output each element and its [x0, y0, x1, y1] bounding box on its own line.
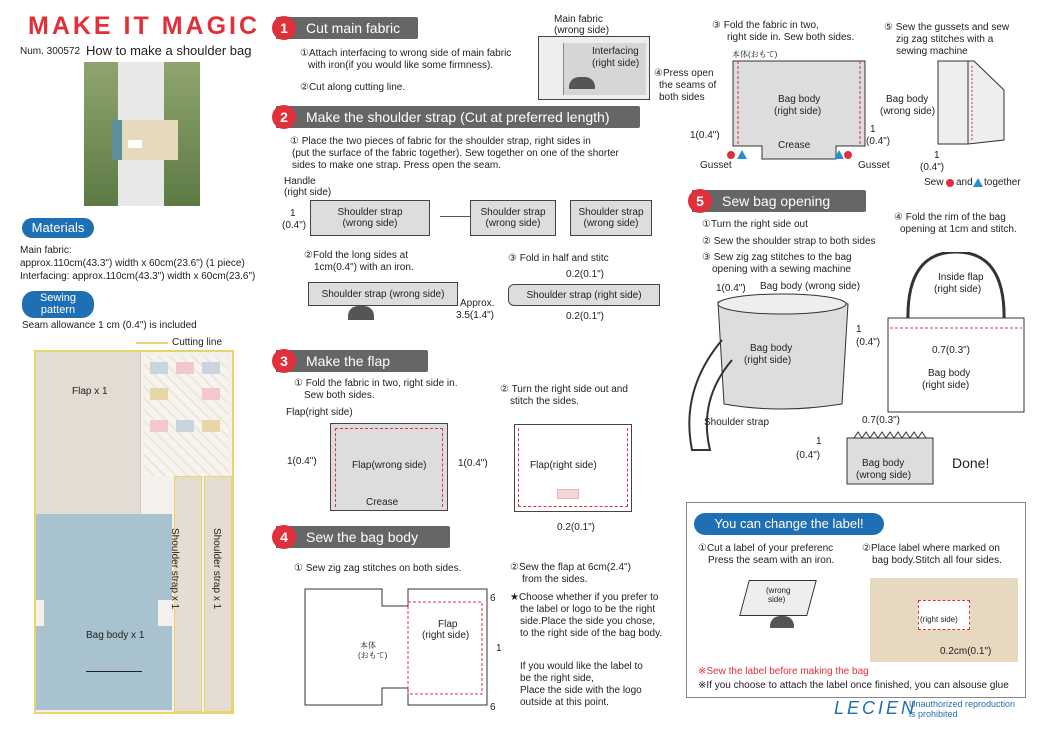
step2-strap-side: (wrong side) [342, 218, 398, 229]
step1-main-fabric-side: (wrong side) [554, 25, 610, 36]
step3-crease: Crease [366, 497, 399, 508]
step2-finished-strap [508, 284, 660, 306]
step4-number: 4 [272, 525, 296, 549]
body-press3: both sides [659, 92, 705, 103]
legend-together: together [984, 177, 1021, 188]
step2-number: 2 [272, 105, 296, 129]
step4-flap-side: (right side) [422, 630, 470, 641]
step2-a3: sides to make one strap. Press open the seam. [292, 160, 501, 171]
step4-six-top: 6 [490, 593, 496, 604]
step5-zig-in: (0.4") [796, 450, 821, 461]
step3-b2: stitch the sides. [510, 396, 579, 407]
step5-bag-diagram [680, 280, 860, 460]
step1-instruction-a: ①Attach interfacing to wrong side of main fabric [300, 48, 512, 59]
step4-star3: side.Place the side you chose, [520, 616, 656, 627]
step5-one: 1 [856, 324, 862, 335]
label-wrong: (wrong [766, 586, 791, 595]
step5-heading [692, 190, 866, 212]
step5-c1: ③ Sew zig zag stitches to the bag [702, 252, 852, 263]
sewing-pattern-line-1: Sewing [39, 292, 77, 304]
legend-sew: Sew [924, 177, 944, 188]
step2-approx-value: 3.5(1.4") [456, 310, 495, 321]
step5-b: ② Sew the shoulder strap to both sides [702, 236, 876, 247]
body-c5a: ⑤ Sew the gussets and sew [884, 22, 1010, 33]
step5-bag-outline [680, 280, 860, 460]
step4-flap: Flap [438, 619, 458, 630]
step4-body-outline [304, 588, 488, 706]
red-dot-icon-right [844, 151, 852, 159]
step4-b2: from the sides. [522, 574, 588, 585]
step2-one: 1 [290, 208, 296, 219]
footer-notice-1: Unauthorized reproduction [909, 699, 1016, 709]
body-c3b: right side in. Sew both sides. [727, 32, 855, 43]
step5-body2-rs: (right side) [922, 380, 970, 391]
step4-one: 1 [496, 643, 502, 654]
brand-title: MAKE IT MAGIC [28, 12, 261, 40]
step3-flap-right: Flap(right side) [530, 460, 597, 471]
step4-a: ① Sew zig zag stitches on both sides. [294, 563, 462, 574]
step3-a1: ① Fold the fabric in two, right side in. [294, 378, 458, 389]
step2-c-bottom: 0.2(0.1") [566, 311, 605, 322]
cutting-line-swatch [136, 342, 168, 344]
step3-flap-ws: Flap(wrong side) [352, 460, 427, 471]
label-note-red: ※Sew the label before making the bag [698, 666, 869, 677]
step4-heading [276, 526, 450, 548]
materials-line-2: approx.110cm(43.3") width x 60cm(23.6") (1 piece) [20, 258, 245, 269]
step5-title: Sew bag opening [722, 193, 831, 209]
step2-strap-joined-left [470, 200, 556, 236]
step4-six-bottom: 6 [490, 702, 496, 713]
blue-triangle-icon-right [834, 150, 844, 159]
step5-inside: Inside flap [938, 272, 984, 283]
gusset-outline [930, 60, 1006, 146]
body-gusset-left: Gusset [700, 160, 732, 171]
step2-joined-label-a: Shoulder strap [480, 207, 546, 218]
step3-title: Make the flap [306, 353, 391, 369]
step5-c2: opening with a sewing machine [712, 264, 851, 275]
step3-bottom: 0.2(0.1") [557, 522, 596, 533]
step3-b1: ② Turn the right side out and [500, 384, 628, 395]
body-c3a: ③ Fold the fabric in two, [712, 20, 819, 31]
body-left: 1(0.4") [690, 130, 720, 141]
body-crease: Crease [778, 140, 811, 151]
step2-handle-side: (right side) [284, 187, 332, 198]
step2-joined-side-b: (wrong side) [583, 218, 639, 229]
step4-star2: the label or logo to be the right [520, 604, 656, 615]
step4-star1: ★Choose whether if you prefer to [510, 592, 659, 603]
step5-done: Done! [952, 455, 990, 471]
label-a2: Press the seam with an iron. [708, 555, 835, 566]
pattern-strap-a-label: Shoulder strap x 1 [169, 528, 180, 610]
body-bag-ws: (wrong side) [880, 106, 936, 117]
legend-red-dot-icon [946, 179, 954, 187]
step3-flap-rs: Flap(right side) [286, 407, 353, 418]
step5-strap: Shoulder strap [704, 417, 770, 428]
page-title: How to make a shoulder bag [86, 43, 252, 58]
step5-one-in: (0.4") [856, 337, 881, 348]
step5-zig-one: 1 [816, 436, 822, 447]
step3-heading [276, 350, 428, 372]
step4-jp: 本体 [360, 641, 376, 650]
body-jp: 本体(おもて) [732, 50, 778, 59]
body-bag-body: Bag body [778, 94, 821, 105]
lecien-logo: LECIEN [834, 698, 918, 718]
label-b2: bag body.Stitch all four sides. [872, 555, 1002, 566]
pattern-strap-b-label: Shoulder strap x 1 [211, 528, 222, 610]
step2-handle: Handle [284, 176, 316, 187]
body-press2: the seams of [659, 80, 717, 91]
step2-strap-piece [310, 200, 430, 236]
legend-blue-triangle-icon [973, 178, 983, 187]
step2-finished-strap-label: Shoulder strap (right side) [526, 289, 642, 301]
materials-line-3: Interfacing: approx.110cm(43.3") width x 60cm(23.6") [20, 271, 256, 282]
step4-title: Sew the bag body [306, 529, 419, 545]
step1-interfacing-side: (right side) [592, 58, 640, 69]
legend-and: and [956, 177, 973, 188]
cutting-line-label: Cutting line [172, 337, 223, 348]
step4-star4: to the right side of the bag body. [520, 628, 663, 639]
step1-instruction-a2: with iron(if you would like some firmness). [308, 60, 494, 71]
label-side: side) [768, 595, 786, 604]
step5-a: ①Turn the right side out [702, 219, 808, 230]
step1-number: 1 [272, 16, 296, 40]
body-one: 1 [934, 150, 940, 161]
iron-icon [348, 306, 374, 320]
step5-zig-ws: (wrong side) [856, 470, 912, 481]
step1-instruction-b: ②Cut along cutting line. [300, 82, 406, 93]
product-number: Num. 300572 [20, 46, 81, 57]
blue-triangle-icon [737, 150, 747, 159]
body-one-in: (0.4") [920, 162, 945, 173]
materials-line-1: Main fabric: [20, 245, 72, 256]
step2-title: Make the shoulder strap (Cut at preferred length) [306, 109, 610, 125]
step2-strap-joined-right [570, 200, 652, 236]
grain-arrow [86, 671, 142, 672]
step5-zig-body: Bag body [862, 458, 905, 469]
step2-a1: ① Place the two pieces of fabric for the shoulder strap, right sides in [290, 136, 591, 147]
step2-c-top: 0.2(0.1") [566, 269, 605, 280]
red-dot-icon [727, 151, 735, 159]
step5-zig-top: 0.7(0.3") [862, 415, 901, 426]
step4-if4: outside at this point. [520, 697, 609, 708]
step4-if3: Place the side with the logo [520, 685, 642, 696]
body-bag-side: (right side) [774, 106, 822, 117]
sewing-pattern-heading [22, 291, 94, 318]
label-right-side: (right side) [920, 615, 958, 624]
product-photo [84, 62, 200, 206]
step5-d1: ④ Fold the rim of the bag [894, 212, 1006, 223]
step2-b1: ②Fold the long sides at [304, 250, 409, 261]
step5-bag-ws: Bag body (wrong side) [760, 281, 861, 292]
step2-one-in: (0.4") [282, 220, 307, 231]
step2-folded-strap [308, 282, 458, 306]
step2-joined-label-b: Shoulder strap [578, 207, 644, 218]
body-right-1: 1 [870, 124, 876, 135]
seam-allowance: Seam allowance 1 cm (0.4") is included [22, 320, 197, 331]
step1-heading [276, 17, 418, 39]
step2-c: ③ Fold in half and stitc [508, 253, 609, 264]
step4-body-diagram [304, 588, 488, 706]
body-c5b: zig zag stitches with a [896, 34, 994, 45]
body-bag-body-2: Bag body [886, 94, 929, 105]
step5-number: 5 [688, 189, 712, 213]
pattern-sheet [34, 350, 234, 714]
step2-approx: Approx. [460, 298, 495, 309]
step2-joined-side-a: (wrong side) [485, 218, 541, 229]
label-box-title: You can change the label! [694, 513, 884, 535]
step2-heading [276, 106, 640, 128]
body-press1: ④Press open [654, 68, 714, 79]
step1-title: Cut main fabric [306, 20, 401, 36]
body-right-2: (0.4") [866, 136, 891, 147]
label-note: ※If you choose to attach the label once finished, you can alsouse glue [698, 680, 1009, 691]
step4-jp2: (おもて) [358, 651, 388, 660]
step5-top-left: 1(0.4") [716, 283, 746, 294]
step2-folded-strap-label: Shoulder strap (wrong side) [321, 288, 445, 300]
step5-body2: Bag body [928, 368, 971, 379]
step3-left: 1(0.4") [287, 456, 317, 467]
step2-a2: (put the surface of the fabric together). Sew together on one of the shorter [292, 148, 619, 159]
sewing-pattern-line-2: pattern [40, 304, 76, 316]
step5-d2: opening at 1cm and stitch. [900, 224, 1017, 235]
step4-if2: be the right side, [520, 673, 594, 684]
body-c5c: sewing machine [896, 46, 968, 57]
footer-notice-2: is prohibited [909, 709, 958, 719]
step4-if1: If you would like the label to [520, 661, 643, 672]
step1-interfacing: Interfacing [592, 46, 639, 57]
step3-number: 3 [272, 349, 296, 373]
step3-a2: Sew both sides. [304, 390, 375, 401]
label-b1: ②Place label where marked on [862, 543, 1000, 554]
label-measure: 0.2cm(0.1") [940, 646, 992, 657]
label-iron-icon [770, 616, 794, 628]
step5-inside-rs: (right side) [934, 284, 982, 295]
materials-heading: Materials [22, 218, 94, 238]
step2-b2: 1cm(0.4") with an iron. [314, 262, 414, 273]
step1-main-fabric: Main fabric [554, 14, 603, 25]
label-a1: ①Cut a label of your preferenc [698, 543, 834, 554]
step5-body: Bag body [750, 343, 793, 354]
step5-seven: 0.7(0.3") [932, 345, 971, 356]
gusset-diagram [930, 60, 1006, 146]
pattern-bag-body-label: Bag body x 1 [86, 630, 145, 641]
step5-body-rs: (right side) [744, 355, 792, 366]
step2-strap-label: Shoulder strap [337, 207, 403, 218]
pattern-flap-label: Flap x 1 [72, 386, 108, 397]
step3-right: 1(0.4") [458, 458, 488, 469]
step4-b1: ②Sew the flap at 6cm(2.4") [510, 562, 631, 573]
body-gusset-right: Gusset [858, 160, 890, 171]
